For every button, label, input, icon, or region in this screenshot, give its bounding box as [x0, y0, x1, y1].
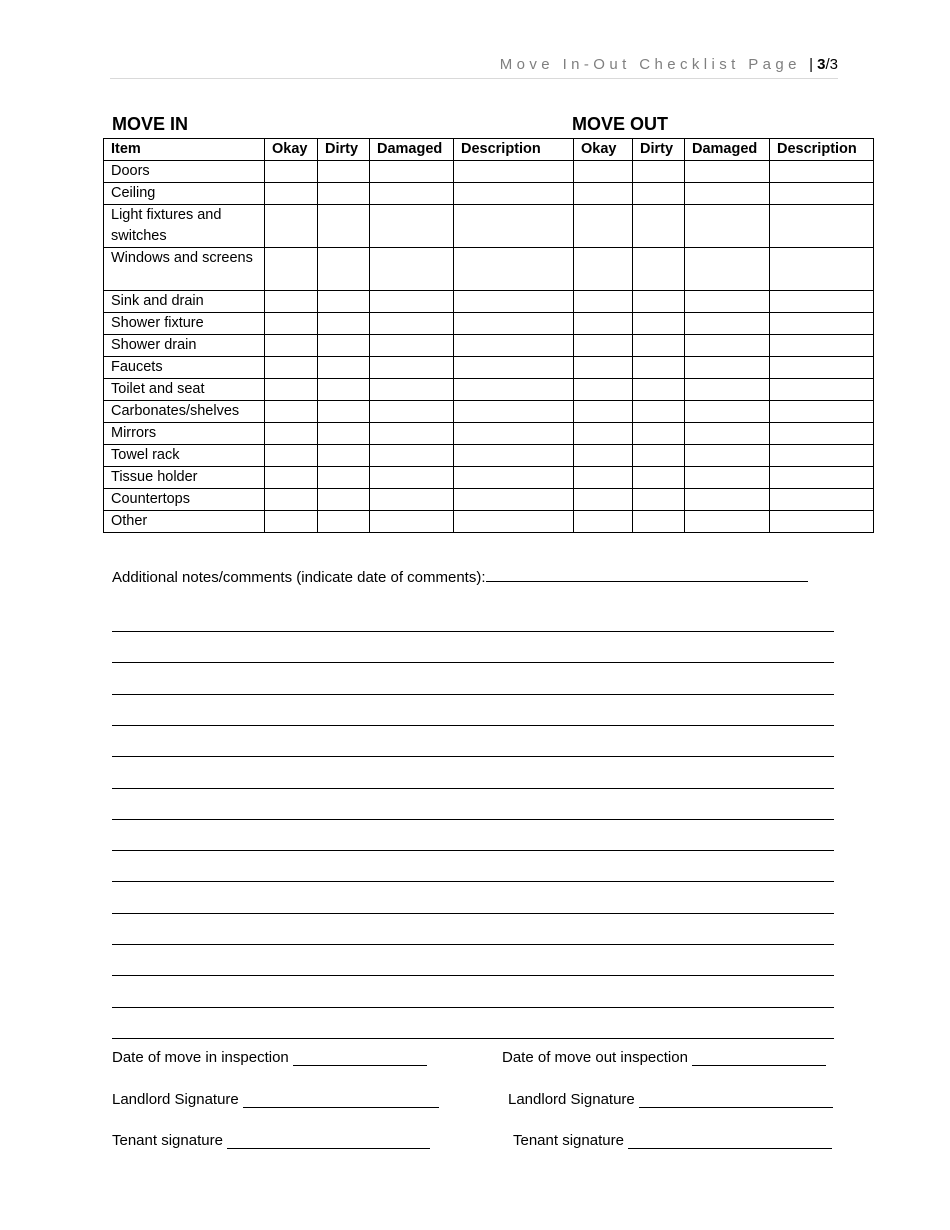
checklist-cell[interactable] — [318, 335, 370, 357]
table-row — [104, 335, 874, 357]
notes-line[interactable] — [112, 788, 834, 789]
checklist-cell[interactable] — [685, 357, 770, 379]
checklist-cell[interactable] — [685, 205, 770, 248]
checklist-cell[interactable] — [318, 183, 370, 205]
checklist-cell[interactable] — [318, 161, 370, 183]
checklist-cell[interactable] — [685, 489, 770, 511]
checklist-cell[interactable] — [370, 335, 454, 357]
checklist-cell[interactable] — [685, 423, 770, 445]
column-header: Okay — [574, 139, 633, 161]
landlord-out-signature-field[interactable] — [639, 1093, 833, 1108]
notes-line[interactable] — [112, 725, 834, 726]
checklist-cell[interactable] — [265, 291, 318, 313]
table-body — [104, 161, 874, 533]
checklist-cell[interactable] — [685, 313, 770, 335]
column-header: Damaged — [370, 139, 454, 161]
checklist-cell[interactable] — [685, 183, 770, 205]
checklist-cell[interactable] — [265, 248, 318, 291]
checklist-cell[interactable] — [574, 489, 633, 511]
checklist-cell[interactable] — [318, 248, 370, 291]
tenant-out-label: Tenant signature — [513, 1132, 624, 1149]
checklist-cell[interactable] — [770, 379, 874, 401]
move-in-date-label: Date of move in inspection — [112, 1049, 289, 1066]
checklist-cell[interactable] — [770, 423, 874, 445]
column-header: Damaged — [685, 139, 770, 161]
tenant-out-signature-field[interactable] — [628, 1134, 832, 1149]
header-separator: | — [809, 56, 813, 73]
checklist-cell[interactable] — [633, 248, 685, 291]
checklist-cell[interactable] — [633, 401, 685, 423]
landlord-in-row — [112, 1091, 439, 1108]
notes-line[interactable] — [112, 694, 834, 695]
checklist-cell[interactable] — [370, 401, 454, 423]
checklist-cell[interactable] — [574, 401, 633, 423]
checklist-cell[interactable] — [454, 357, 574, 379]
checklist-cell[interactable] — [370, 445, 454, 467]
checklist-cell[interactable] — [454, 423, 574, 445]
checklist-cell[interactable] — [318, 445, 370, 467]
header-page-current: 3 — [817, 56, 826, 73]
item-label: Windows and screens — [104, 248, 265, 291]
checklist-cell[interactable] — [265, 423, 318, 445]
item-label: Towel rack — [104, 445, 265, 467]
page-header — [110, 56, 838, 79]
notes-line[interactable] — [112, 913, 834, 914]
notes-line[interactable] — [112, 850, 834, 851]
checklist-cell[interactable] — [770, 511, 874, 533]
checklist-cell[interactable] — [318, 401, 370, 423]
checklist-cell[interactable] — [370, 379, 454, 401]
checklist-cell[interactable] — [574, 313, 633, 335]
notes-line[interactable] — [112, 819, 834, 820]
item-label: Other — [104, 511, 265, 533]
checklist-cell[interactable] — [633, 423, 685, 445]
move-in-date-row — [112, 1049, 427, 1066]
item-label: Sink and drain — [104, 291, 265, 313]
landlord-out-label: Landlord Signature — [508, 1091, 635, 1108]
checklist-cell[interactable] — [574, 357, 633, 379]
checklist-cell[interactable] — [265, 467, 318, 489]
checklist-cell[interactable] — [370, 489, 454, 511]
checklist-cell[interactable] — [318, 291, 370, 313]
table-row — [104, 489, 874, 511]
tenant-in-signature-field[interactable] — [227, 1134, 430, 1149]
checklist-table — [103, 138, 874, 533]
tenant-out-row — [513, 1132, 832, 1149]
checklist-cell[interactable] — [685, 248, 770, 291]
checklist-cell[interactable] — [265, 445, 318, 467]
checklist-cell[interactable] — [265, 335, 318, 357]
checklist-cell[interactable] — [633, 161, 685, 183]
checklist-cell[interactable] — [370, 357, 454, 379]
checklist-cell[interactable] — [770, 313, 874, 335]
checklist-cell[interactable] — [770, 467, 874, 489]
notes-line[interactable] — [112, 756, 834, 757]
tenant-in-label: Tenant signature — [112, 1132, 223, 1149]
checklist-cell[interactable] — [685, 335, 770, 357]
checklist-cell[interactable] — [265, 313, 318, 335]
table-row — [104, 248, 874, 291]
checklist-cell[interactable] — [370, 205, 454, 248]
column-header: Dirty — [633, 139, 685, 161]
checklist-cell[interactable] — [633, 335, 685, 357]
checklist-cell[interactable] — [770, 183, 874, 205]
checklist-cell[interactable] — [633, 205, 685, 248]
table-row — [104, 379, 874, 401]
checklist-cell[interactable] — [265, 489, 318, 511]
table-row — [104, 401, 874, 423]
table-row — [104, 313, 874, 335]
checklist-cell[interactable] — [370, 511, 454, 533]
checklist-cell[interactable] — [574, 183, 633, 205]
item-label: Carbonates/shelves — [104, 401, 265, 423]
item-label: Shower fixture — [104, 313, 265, 335]
table-row — [104, 511, 874, 533]
checklist-cell[interactable] — [574, 248, 633, 291]
checklist-cell[interactable] — [633, 511, 685, 533]
checklist-cell[interactable] — [685, 511, 770, 533]
table-row — [104, 291, 874, 313]
checklist-cell[interactable] — [318, 205, 370, 248]
checklist-cell[interactable] — [685, 291, 770, 313]
checklist-cell[interactable] — [370, 161, 454, 183]
item-label: Doors — [104, 161, 265, 183]
table-row — [104, 423, 874, 445]
checklist-cell[interactable] — [454, 205, 574, 248]
checklist-cell[interactable] — [574, 205, 633, 248]
checklist-cell[interactable] — [318, 467, 370, 489]
checklist-cell[interactable] — [574, 379, 633, 401]
checklist-cell[interactable] — [454, 161, 574, 183]
checklist-cell[interactable] — [454, 313, 574, 335]
item-label: Ceiling — [104, 183, 265, 205]
notes-label — [112, 567, 808, 586]
checklist-cell[interactable] — [770, 401, 874, 423]
table-row — [104, 205, 874, 248]
checklist-cell[interactable] — [770, 205, 874, 248]
item-label: Tissue holder — [104, 467, 265, 489]
notes-line[interactable] — [112, 881, 834, 882]
notes-line[interactable] — [112, 1038, 834, 1039]
column-header: Item — [104, 139, 265, 161]
column-header: Description — [454, 139, 574, 161]
tenant-in-row — [112, 1132, 430, 1149]
checklist-cell[interactable] — [633, 489, 685, 511]
checklist-cell[interactable] — [770, 489, 874, 511]
checklist-cell[interactable] — [370, 467, 454, 489]
table-row — [104, 161, 874, 183]
checklist-cell[interactable] — [318, 379, 370, 401]
checklist-cell[interactable] — [370, 183, 454, 205]
checklist-cell[interactable] — [454, 183, 574, 205]
move-out-date-field[interactable] — [692, 1051, 826, 1066]
notes-line[interactable] — [112, 975, 834, 976]
notes-date-line[interactable] — [486, 567, 808, 582]
checklist-cell[interactable] — [265, 401, 318, 423]
table-row — [104, 357, 874, 379]
checklist-cell[interactable] — [685, 161, 770, 183]
landlord-out-row — [508, 1091, 833, 1108]
checklist-cell[interactable] — [265, 205, 318, 248]
checklist-cell[interactable] — [685, 401, 770, 423]
notes-line[interactable] — [112, 631, 834, 632]
checklist-cell[interactable] — [265, 183, 318, 205]
checklist-cell[interactable] — [574, 161, 633, 183]
table-row — [104, 183, 874, 205]
checklist-cell[interactable] — [685, 445, 770, 467]
move-in-date-field[interactable] — [293, 1051, 427, 1066]
checklist-cell[interactable] — [318, 489, 370, 511]
move-out-date-label: Date of move out inspection — [502, 1049, 688, 1066]
landlord-in-label: Landlord Signature — [112, 1091, 239, 1108]
checklist-cell[interactable] — [574, 291, 633, 313]
header-page-total: /3 — [825, 56, 838, 73]
checklist-cell[interactable] — [454, 335, 574, 357]
checklist-cell[interactable] — [454, 401, 574, 423]
checklist-cell[interactable] — [574, 511, 633, 533]
checklist-cell[interactable] — [633, 379, 685, 401]
item-label: Shower drain — [104, 335, 265, 357]
checklist-cell[interactable] — [633, 357, 685, 379]
column-header: Okay — [265, 139, 318, 161]
checklist-cell[interactable] — [574, 445, 633, 467]
checklist-cell[interactable] — [318, 313, 370, 335]
move-out-date-row — [502, 1049, 826, 1066]
checklist-cell[interactable] — [454, 445, 574, 467]
checklist-cell[interactable] — [633, 467, 685, 489]
column-header: Dirty — [318, 139, 370, 161]
checklist-cell[interactable] — [633, 313, 685, 335]
checklist-cell[interactable] — [454, 291, 574, 313]
checklist-cell[interactable] — [318, 423, 370, 445]
checklist-cell[interactable] — [454, 511, 574, 533]
item-label: Mirrors — [104, 423, 265, 445]
checklist-cell[interactable] — [685, 467, 770, 489]
checklist-cell[interactable] — [633, 291, 685, 313]
checklist-cell[interactable] — [770, 445, 874, 467]
notes-line[interactable] — [112, 662, 834, 663]
checklist-cell[interactable] — [370, 423, 454, 445]
checklist-cell[interactable] — [370, 313, 454, 335]
item-label: Light fixtures and switches — [104, 205, 265, 248]
checklist-cell[interactable] — [318, 511, 370, 533]
checklist-cell[interactable] — [685, 379, 770, 401]
move-out-heading: MOVE OUT — [572, 114, 669, 134]
checklist-cell[interactable] — [454, 379, 574, 401]
checklist-cell[interactable] — [770, 357, 874, 379]
checklist-cell[interactable] — [770, 291, 874, 313]
checklist-cell[interactable] — [370, 248, 454, 291]
checklist-cell[interactable] — [265, 161, 318, 183]
table-row — [104, 445, 874, 467]
column-header: Description — [770, 139, 874, 161]
header-title: Move In-Out Checklist Page — [499, 56, 801, 73]
table-row — [104, 467, 874, 489]
checklist-cell[interactable] — [265, 357, 318, 379]
checklist-cell[interactable] — [633, 445, 685, 467]
notes-line[interactable] — [112, 944, 834, 945]
checklist-cell[interactable] — [574, 423, 633, 445]
checklist-cell[interactable] — [454, 467, 574, 489]
checklist-cell[interactable] — [770, 161, 874, 183]
table-header-row — [104, 139, 874, 161]
notes-label-text: Additional notes/comments (indicate date of comments): — [112, 569, 486, 586]
checklist-cell[interactable] — [770, 335, 874, 357]
checklist-cell[interactable] — [574, 335, 633, 357]
checklist-cell[interactable] — [265, 379, 318, 401]
item-label: Faucets — [104, 357, 265, 379]
landlord-in-signature-field[interactable] — [243, 1093, 439, 1108]
checklist-cell[interactable] — [770, 248, 874, 291]
notes-line[interactable] — [112, 1007, 834, 1008]
item-label: Countertops — [104, 489, 265, 511]
checklist-cell[interactable] — [454, 489, 574, 511]
checklist-cell[interactable] — [454, 248, 574, 291]
checklist-cell[interactable] — [633, 183, 685, 205]
item-label: Toilet and seat — [104, 379, 265, 401]
checklist-cell[interactable] — [318, 357, 370, 379]
checklist-cell[interactable] — [370, 291, 454, 313]
checklist-cell[interactable] — [574, 467, 633, 489]
move-in-heading: MOVE IN — [112, 114, 189, 134]
checklist-cell[interactable] — [265, 511, 318, 533]
